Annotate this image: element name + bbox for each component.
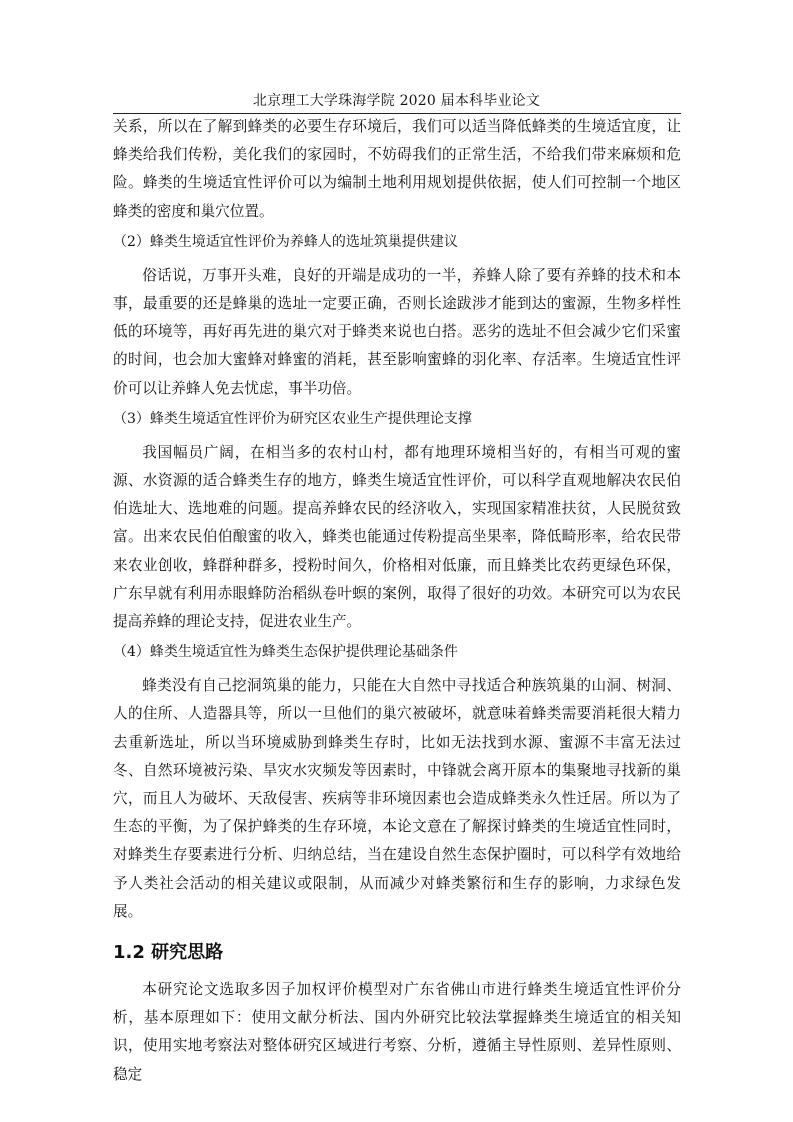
running-header: 北京理工大学珠海学院 2020 届本科毕业论文 <box>252 93 541 109</box>
paper-body <box>113 113 681 1089</box>
paragraph-site-selection: 俗话说，万事开头难，良好的开端是成功的一半，养蜂人除了要有养蜂的技术和本事，最重要的还是蜂巢的选址一定要正确，否则长途跋涉才能到达的蜜源，生物多样性低的环境等，再好再先进的巢穴对于蜂类来说也白搭。恶劣的选址不但会减少它们采蜜的时间，也会加大蜜蜂对蜂蜜的消耗，甚至影响蜜蜂的羽化率、存活率。生境适宜性评价可以让养蜂人免去忧虑，事半功倍。 <box>113 266 681 397</box>
section-heading <box>113 926 681 976</box>
paragraph-continued: 关系，所以在了解到蜂类的必要生存环境后，我们可以适当降低蜂类的生境适宜度，让蜂类给我们传粉，美化我们的家园时，不妨碍我们的正常生活，不给我们带来麻烦和危险。蜂类的生境适宜性评价可以为编制土地利用规划提供依据，使人们可控制一个地区蜂类的密度和巢穴位置。 <box>113 118 681 220</box>
subheading-3: （3）蜂类生境适宜性评价为研究区农业生产提供理论支撑 <box>113 410 472 427</box>
paragraph-agriculture: 我国幅员广阔，在相当多的农村山村，都有地理环境相当好的，有相当可观的蜜源、水资源的适合蜂类生存的地方，蜂类生境适宜性评价，可以科学直观地解决农民伯伯选址大、选地难的问题。提高养蜂农民的经济收入，实现国家精准扶贫，人民脱贫致富。出来农民伯伯酿蜜的收入，蜂类也能通过传粉提高坐果率，降低畸形率，给农民带来农业创收，蜂群种群多，授粉时间久，价格相对低廉，而且蜂类比农药更绿色环保，广东早就有利用赤眼蜂防治稻纵卷叶螟的案例，取得了很好的功效。本研究可以为农民提高养蜂的理论支持，促进农业生产。 <box>113 443 681 631</box>
section-title: 研究思路 <box>151 942 224 964</box>
paragraph-research-approach: 本研究论文选取多因子加权评价模型对广东省佛山市进行蜂类生境适宜性评价分析，基本原理如下：使用文献分析法、国内外研究比较法掌握蜂类生境适宜的相关知识，使用实地考察法对整体研究区域进行考察、分析，遵循主导性原则、差异性原则、稳定 <box>113 981 681 1083</box>
subheading-4: （4）蜂类生境适宜性为蜂类生态保护提供理论基础条件 <box>113 644 458 661</box>
section-number: 1.2 <box>113 942 145 964</box>
paragraph-ecological-protection: 蜂类没有自己挖洞筑巢的能力，只能在大自然中寻找适合种族筑巢的山洞、树洞、人的住所、人造器具等，所以一旦他们的巢穴被破坏，就意味着蜂类需要消耗很大精力去重新选址，所以当环境威胁到蜂类生存时，比如无法找到水源、蜜源不丰富无法过冬、自然环境被污染、旱灾水灾频发等因素时，中锋就会离开原本的集聚地寻找新的巢穴，而且人为破坏、天敌侵害、疾病等非环境因素也会造成蜂类永久性迁居。所以为了生态的平衡，为了保护蜂类的生存环境，本论文意在了解探讨蜂类的生境适宜性同时，对蜂类生存要素进行分析、归纳总结，当在建设自然生态保护圈时，可以科学有效地给予人类社会活动的相关建议或限制，从而减少对蜂类繁衍和生存的影响，力求绿色发展。 <box>113 677 681 920</box>
subheading-2: （2）蜂类生境适宜性评价为养蜂人的选址筑巢提供建议 <box>113 233 458 250</box>
